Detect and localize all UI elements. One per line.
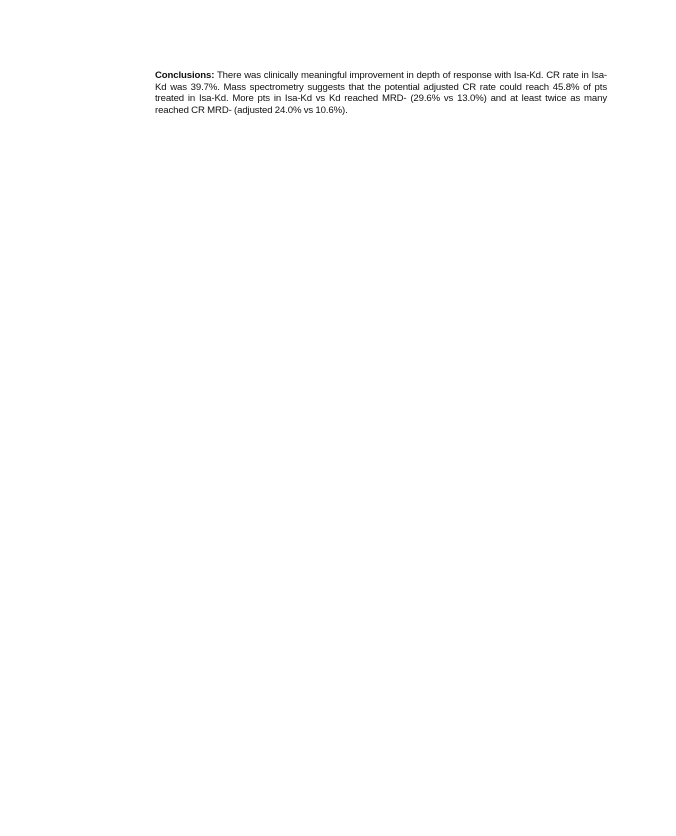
conclusions-paragraph [155,70,607,116]
conclusions-label: Conclusions: [155,70,215,81]
conclusions-text: There was clinically meaningful improvement in depth of response with Isa-Kd. CR rate in Isa-Kd was 39.7%. Mass spectrometry suggests that the potential adjusted CR rate could reach 45.8% of pts treated in Isa-Kd. More pts in Isa-Kd vs Kd reached MRD- (29.6% vs 13.0%) and at least twice as many reached CR MRD- (adjusted 24.0% vs 10.6%). [155,70,607,116]
